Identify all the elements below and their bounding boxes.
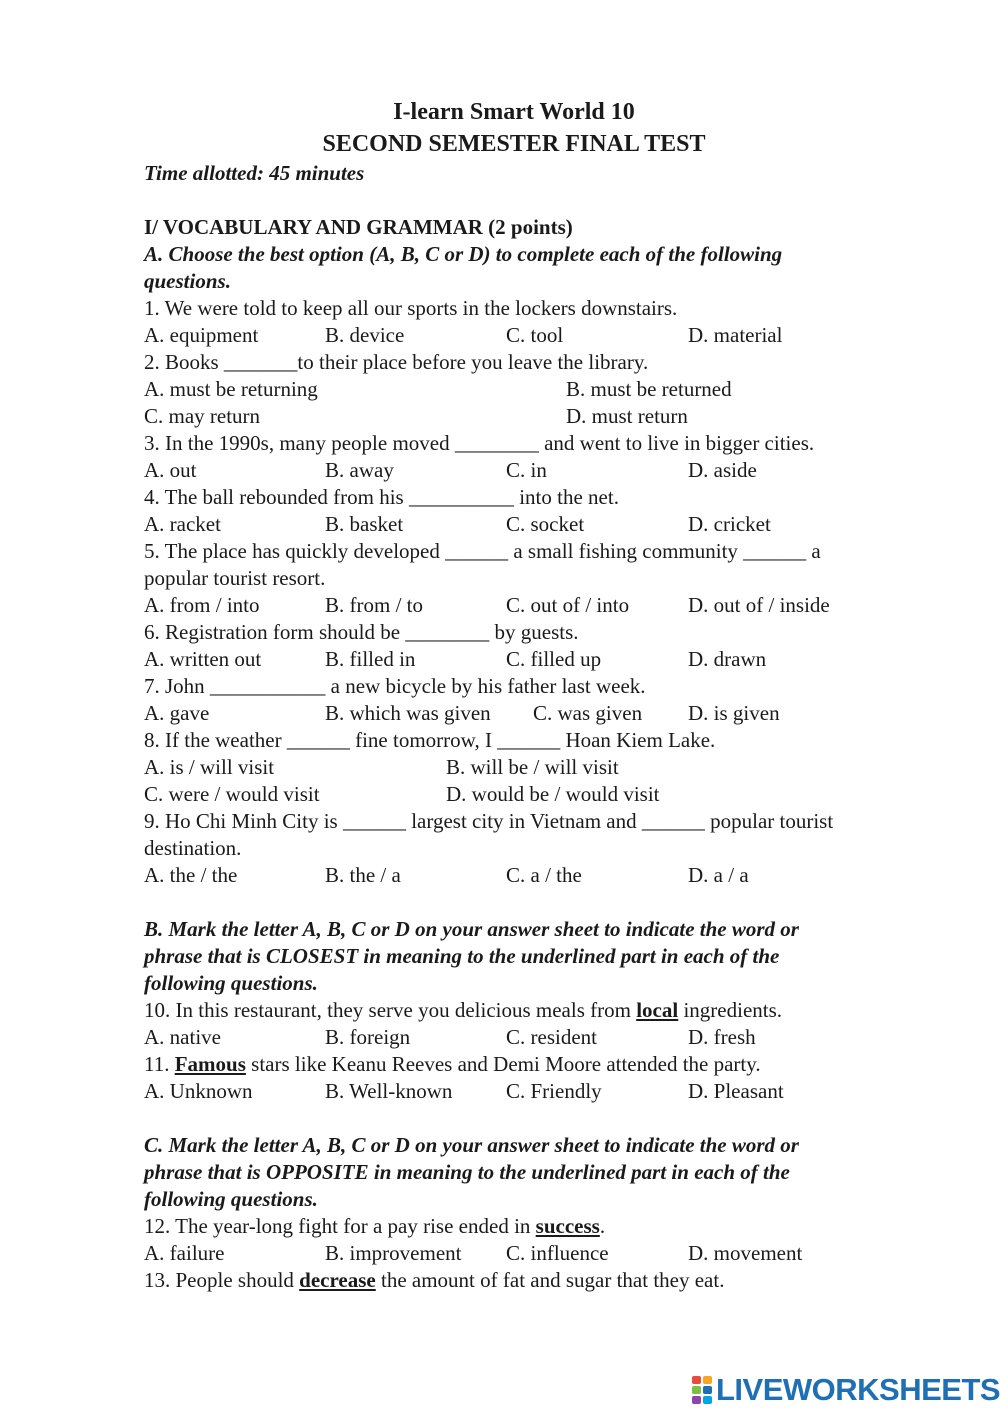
question-8-options-row2	[144, 781, 934, 808]
question-4-options	[144, 511, 934, 538]
option-d[interactable]: D. drawn	[688, 647, 767, 671]
option-a[interactable]: A. is / will visit	[144, 755, 275, 779]
question-1-options	[144, 322, 934, 349]
question-text-end: .	[599, 1214, 606, 1238]
section-heading: I/ VOCABULARY AND GRAMMAR (2 points)	[144, 215, 573, 239]
part-c-instruction-end: following questions.	[144, 1187, 318, 1211]
option-b[interactable]: B. basket	[325, 512, 404, 536]
option-d[interactable]: D. fresh	[688, 1025, 756, 1049]
part-a-instruction: A. Choose the best option (A, B, C or D) to complete each of the following	[144, 242, 783, 266]
question-5: 5. The place has quickly developed ______ a small fishing community ______ a	[144, 539, 821, 563]
option-c[interactable]: C. tool	[506, 323, 564, 347]
option-b[interactable]: B. away	[325, 458, 394, 482]
option-a[interactable]: A. racket	[144, 512, 221, 536]
option-c[interactable]: C. resident	[506, 1025, 597, 1049]
option-a[interactable]: A. out	[144, 458, 197, 482]
option-a[interactable]: A. Unknown	[144, 1079, 253, 1103]
liveworksheets-logo-icon	[692, 1376, 712, 1404]
time-allotted: Time allotted: 45 minutes	[144, 161, 365, 185]
question-7: 7. John ___________ a new bicycle by his father last week.	[144, 674, 646, 698]
question-text: 12. The year-long fight for a pay rise ended in	[144, 1214, 536, 1238]
liveworksheets-logo-text: LIVEWORKSHEETS	[716, 1372, 1000, 1407]
question-2-options-row1	[144, 376, 934, 403]
question-5-cont: popular tourist resort.	[144, 566, 326, 590]
question-5-options	[144, 592, 934, 619]
part-c-instruction: C. Mark the letter A, B, C or D on your answer sheet to indicate the word or	[144, 1133, 799, 1157]
question-12	[144, 1213, 934, 1240]
question-1: 1. We were told to keep all our sports in the lockers downstairs.	[144, 296, 678, 320]
option-a[interactable]: A. must be returning	[144, 377, 318, 401]
option-a[interactable]: A. written out	[144, 647, 262, 671]
option-d[interactable]: D. cricket	[688, 512, 771, 536]
option-d[interactable]: D. material	[688, 323, 783, 347]
option-d[interactable]: D. would be / would visit	[446, 782, 660, 806]
part-b-instruction-cont: phrase that is CLOSEST in meaning to the underlined part in each of the	[144, 944, 780, 968]
question-3: 3. In the 1990s, many people moved ________ and went to live in bigger cities.	[144, 431, 815, 455]
question-6-options	[144, 646, 934, 673]
option-c[interactable]: C. a / the	[506, 863, 582, 887]
part-a-instruction-cont: questions.	[144, 269, 231, 293]
option-a[interactable]: A. from / into	[144, 593, 260, 617]
option-b[interactable]: B. device	[325, 323, 405, 347]
underlined-word: success	[535, 1214, 600, 1238]
question-7-options	[144, 700, 934, 727]
question-11-options	[144, 1078, 934, 1105]
option-b[interactable]: B. which was given	[325, 701, 491, 725]
question-2: 2. Books _______to their place before you leave the library.	[144, 350, 649, 374]
question-9-cont: destination.	[144, 836, 242, 860]
option-c[interactable]: C. socket	[506, 512, 585, 536]
question-8: 8. If the weather ______ fine tomorrow, I ______ Hoan Kiem Lake.	[144, 728, 716, 752]
question-text-end: stars like Keanu Reeves and Demi Moore attended the party.	[245, 1052, 761, 1076]
option-c[interactable]: C. was given	[533, 701, 643, 725]
question-12-options	[144, 1240, 934, 1267]
question-2-options-row2	[144, 403, 934, 430]
option-c[interactable]: C. Friendly	[506, 1079, 602, 1103]
question-10	[144, 997, 934, 1024]
option-b[interactable]: B. the / a	[325, 863, 401, 887]
option-b[interactable]: B. foreign	[325, 1025, 411, 1049]
question-3-options	[144, 457, 934, 484]
option-c[interactable]: C. out of / into	[506, 593, 630, 617]
option-b[interactable]: B. must be returned	[566, 377, 732, 401]
option-d[interactable]: D. a / a	[688, 863, 749, 887]
question-9: 9. Ho Chi Minh City is ______ largest city in Vietnam and ______ popular tourist	[144, 809, 834, 833]
question-11	[144, 1051, 934, 1078]
question-4: 4. The ball rebounded from his __________ into the net.	[144, 485, 619, 509]
part-b-instruction: B. Mark the letter A, B, C or D on your answer sheet to indicate the word or	[144, 917, 799, 941]
liveworksheets-logo	[692, 1372, 1000, 1408]
option-b[interactable]: B. filled in	[325, 647, 416, 671]
question-text-end: the amount of fat and sugar that they eat.	[375, 1268, 725, 1292]
option-a[interactable]: A. gave	[144, 701, 210, 725]
option-b[interactable]: B. improvement	[325, 1241, 462, 1265]
option-d[interactable]: D. is given	[688, 701, 780, 725]
question-13	[144, 1267, 934, 1294]
option-c[interactable]: C. were / would visit	[144, 782, 320, 806]
test-title: SECOND SEMESTER FINAL TEST	[322, 131, 706, 157]
question-text: 11.	[144, 1052, 175, 1076]
underlined-word: Famous	[174, 1052, 246, 1076]
underlined-word: decrease	[299, 1268, 376, 1292]
option-b[interactable]: B. Well-known	[325, 1079, 453, 1103]
question-10-options	[144, 1024, 934, 1051]
option-d[interactable]: D. out of / inside	[688, 593, 830, 617]
option-c[interactable]: C. filled up	[506, 647, 602, 671]
option-a[interactable]: A. failure	[144, 1241, 225, 1265]
option-c[interactable]: C. influence	[506, 1241, 609, 1265]
worksheet-page	[144, 96, 934, 1294]
part-b-instruction-end: following questions.	[144, 971, 318, 995]
question-text: 13. People should	[144, 1268, 300, 1292]
question-8-options-row1	[144, 754, 934, 781]
question-6: 6. Registration form should be ________ by guests.	[144, 620, 579, 644]
option-d[interactable]: D. aside	[688, 458, 757, 482]
option-b[interactable]: B. will be / will visit	[446, 755, 619, 779]
question-text-end: ingredients.	[678, 998, 783, 1022]
option-b[interactable]: B. from / to	[325, 593, 423, 617]
option-d[interactable]: D. movement	[688, 1241, 803, 1265]
worksheet-title: I-learn Smart World 10	[393, 99, 635, 125]
option-d[interactable]: D. Pleasant	[688, 1079, 784, 1103]
option-a[interactable]: A. the / the	[144, 863, 238, 887]
question-9-options	[144, 862, 934, 889]
underlined-word: local	[636, 998, 679, 1022]
question-text: 10. In this restaurant, they serve you delicious meals from	[144, 998, 637, 1022]
option-a[interactable]: A. equipment	[144, 323, 259, 347]
part-c-instruction-cont: phrase that is OPPOSITE in meaning to the underlined part in each of the	[144, 1160, 790, 1184]
option-a[interactable]: A. native	[144, 1025, 221, 1049]
option-c[interactable]: C. in	[506, 458, 547, 482]
option-d[interactable]: D. must return	[566, 404, 688, 428]
option-c[interactable]: C. may return	[144, 404, 261, 428]
